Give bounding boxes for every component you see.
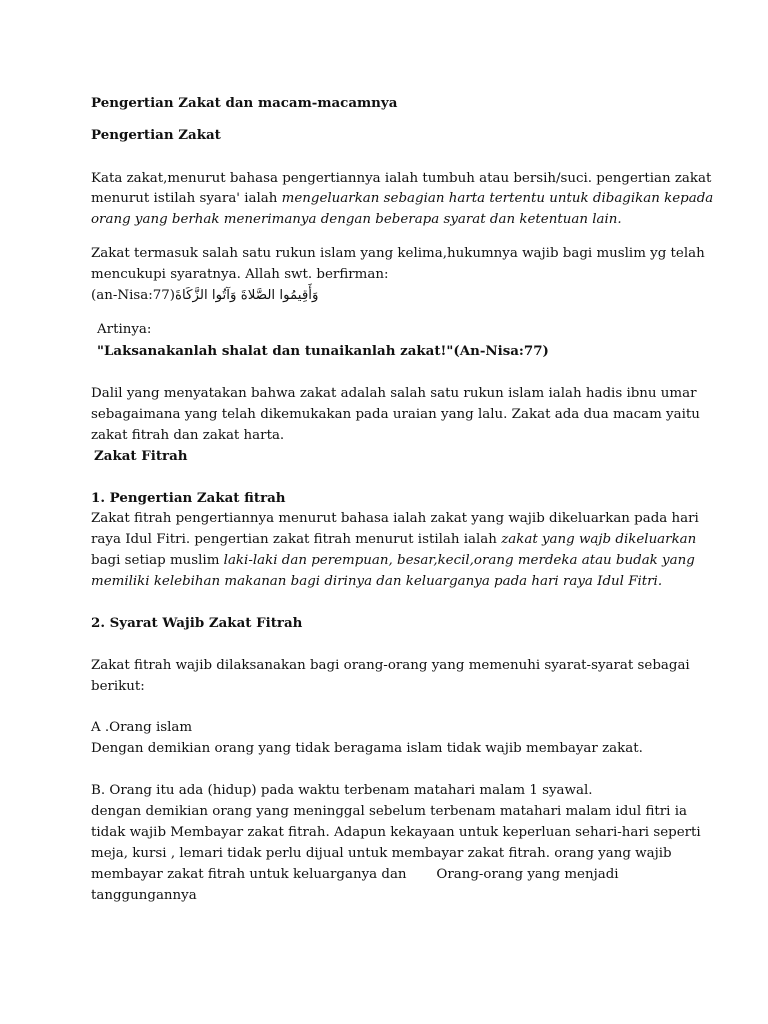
paragraph-syarat-line: berikut:	[91, 679, 145, 694]
paragraph-fitrah-line: memiliki kelebihan makanan bagi dirinya dan keluarganya pada hari raya Idul Fitri.	[91, 574, 663, 589]
syarat-b-line: dengan demikian orang yang meninggal sebelum terbenam matahari malam idul fitri ia	[91, 804, 687, 819]
paragraph-rukun-line: mencukupi syaratnya. Allah swt. berfirman:	[91, 267, 389, 282]
artinya-label: Artinya:	[97, 322, 152, 337]
heading-pengertian-zakat: Pengertian Zakat	[91, 127, 221, 143]
paragraph-syarat-line: Zakat fitrah wajib dilaksanakan bagi orang-orang yang memenuhi syarat-syarat sebagai	[91, 658, 690, 673]
syarat-b-line: tanggungannya	[91, 888, 197, 903]
syarat-a-text: Dengan demikian orang yang tidak beragama islam tidak wajib membayar zakat.	[91, 741, 643, 756]
syarat-b-line: tidak wajib Membayar zakat fitrah. Adapun kekayaan untuk keperluan sehari-hari seperti	[91, 825, 701, 840]
heading-zakat-fitrah: Zakat Fitrah	[94, 448, 188, 464]
artinya-translation: "Laksanakanlah shalat dan tunaikanlah zakat!"(An-Nisa:77)	[97, 343, 549, 359]
paragraph-fitrah-line: bagi setiap muslim laki-laki dan perempuan, besar,kecil,orang merdeka atau budak yang	[91, 553, 695, 568]
syarat-b-label: B. Orang itu ada (hidup) pada waktu terbenam matahari malam 1 syawal.	[91, 783, 593, 798]
paragraph-rukun-line: Zakat termasuk salah satu rukun islam yang kelima,hukumnya wajib bagi muslim yg telah	[91, 246, 705, 261]
paragraph-fitrah-line: raya Idul Fitri. pengertian zakat fitrah menurut istilah ialah zakat yang wajb dikeluarkan	[91, 532, 697, 547]
quran-verse-line	[91, 286, 318, 306]
paragraph-definition-line: Kata zakat,menurut bahasa pengertiannya ialah tumbuh atau bersih/suci. pengertian zakat	[91, 171, 712, 186]
paragraph-dalil-line: zakat fitrah dan zakat harta.	[91, 428, 285, 443]
italic-text: mengeluarkan sebagian harta tertentu untuk dibagikan kepada	[281, 191, 714, 206]
paragraph-dalil-line: sebagaimana yang telah dikemukakan pada uraian yang lalu. Zakat ada dua macam yaitu	[91, 407, 700, 422]
paragraph-fitrah-line: Zakat fitrah pengertiannya menurut bahasa ialah zakat yang wajib dikeluarkan pada hari	[91, 511, 699, 526]
paragraph-definition-line: orang yang berhak menerimanya dengan beberapa syarat dan ketentuan lain.	[91, 212, 622, 227]
verse-reference: (an-Nisa:77)	[91, 288, 175, 303]
paragraph-definition-line: menurut istilah syara' ialah mengeluarkan sebagian harta tertentu untuk dibagikan kepada	[91, 191, 714, 206]
heading-pengertian-zakat-fitrah: 1. Pengertian Zakat fitrah	[91, 490, 286, 506]
document-title: Pengertian Zakat dan macam-macamnya	[91, 95, 398, 111]
heading-syarat-wajib: 2. Syarat Wajib Zakat Fitrah	[91, 615, 303, 631]
italic-text: zakat yang wajb dikeluarkan	[501, 532, 697, 547]
syarat-b-line: meja, kursi , lemari tidak perlu dijual untuk membayar zakat fitrah. orang yang wajib	[91, 846, 672, 861]
syarat-a-label: A .Orang islam	[91, 720, 193, 735]
arabic-verse: وَأَقِيمُوا الصَّلاةَ وَآتُوا الزَّكَاةَ	[175, 288, 319, 303]
syarat-b-line: membayar zakat fitrah untuk keluarganya dan Orang-orang yang menjadi	[91, 867, 619, 882]
paragraph-dalil-line: Dalil yang menyatakan bahwa zakat adalah salah satu rukun islam ialah hadis ibnu umar	[91, 386, 697, 401]
italic-text: laki-laki dan perempuan, besar,kecil,orang merdeka atau budak yang	[223, 553, 695, 568]
